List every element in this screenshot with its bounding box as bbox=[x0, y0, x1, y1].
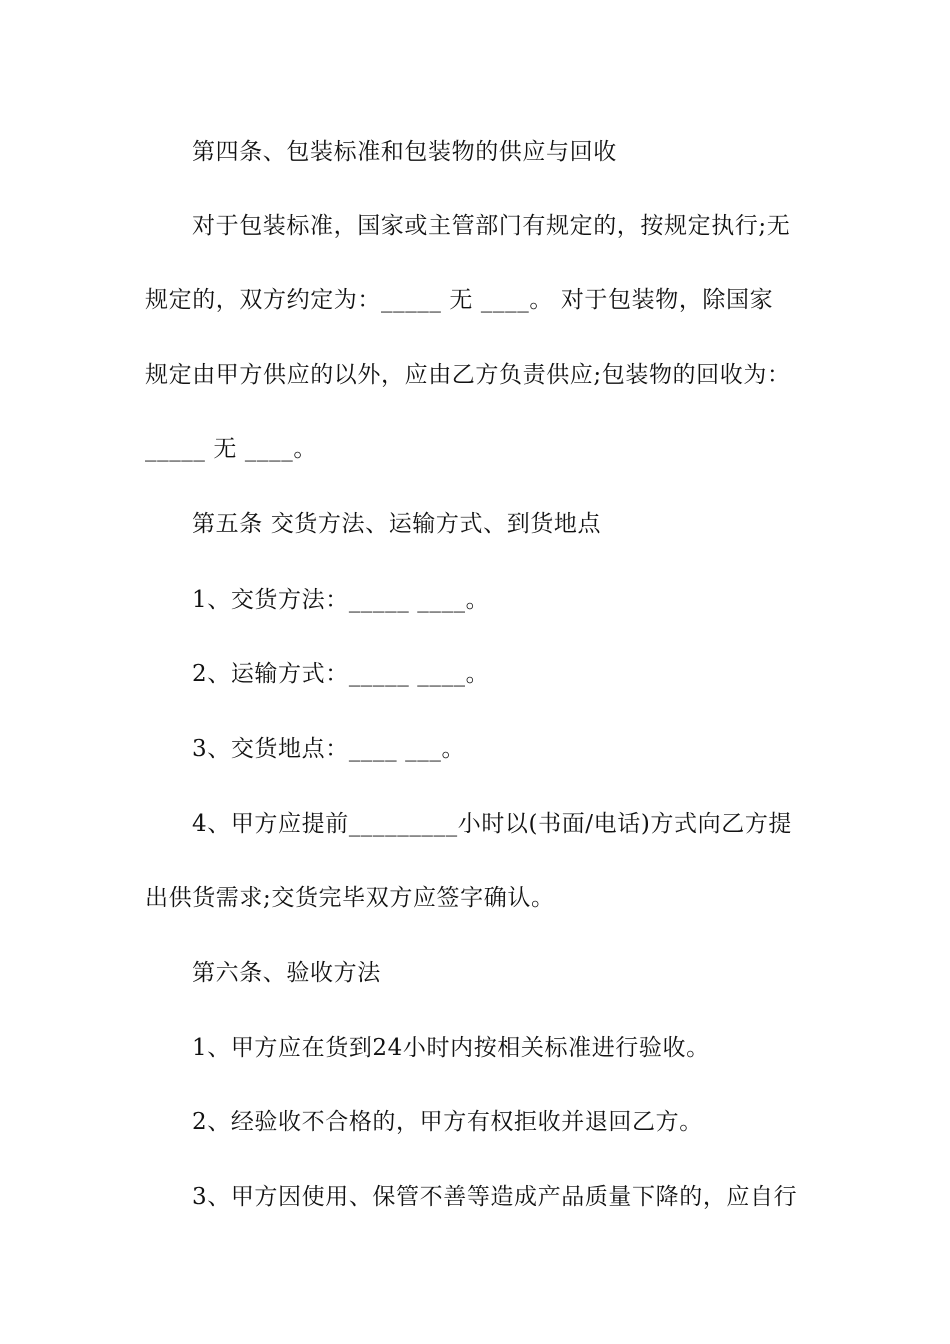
list-item: 3、甲方因使用、保管不善等造成产品质量下降的，应自行 bbox=[192, 1184, 798, 1210]
paragraph-line: 对于包装标准，国家或主管部门有规定的，按规定执行;无 bbox=[192, 213, 791, 239]
list-item: 1、甲方应在货到24小时内按相关标准进行验收。 bbox=[192, 1035, 710, 1061]
list-item: 4、甲方应提前_________小时以(书面/电话)方式向乙方提 bbox=[192, 811, 793, 837]
paragraph-line: _____ 无 ____。 bbox=[145, 436, 317, 462]
paragraph-line: 出供货需求;交货完毕双方应签字确认。 bbox=[145, 885, 555, 911]
article-5-heading: 第五条 交货方法、运输方式、到货地点 bbox=[192, 511, 602, 537]
list-item: 3、交货地点：____ ___。 bbox=[192, 736, 466, 762]
paragraph-line: 规定的，双方约定为：_____ 无 ____。 对于包装物，除国家 bbox=[145, 287, 774, 313]
list-item: 1、交货方法：_____ ____。 bbox=[192, 587, 490, 613]
list-item: 2、经验收不合格的，甲方有权拒收并退回乙方。 bbox=[192, 1109, 703, 1135]
list-item: 2、运输方式：_____ ____。 bbox=[192, 661, 490, 687]
paragraph-line: 规定由甲方供应的以外，应由乙方负责供应;包装物的回收为： bbox=[145, 362, 791, 388]
article-6-heading: 第六条、验收方法 bbox=[192, 960, 381, 986]
article-4-heading: 第四条、包装标准和包装物的供应与回收 bbox=[192, 139, 617, 165]
